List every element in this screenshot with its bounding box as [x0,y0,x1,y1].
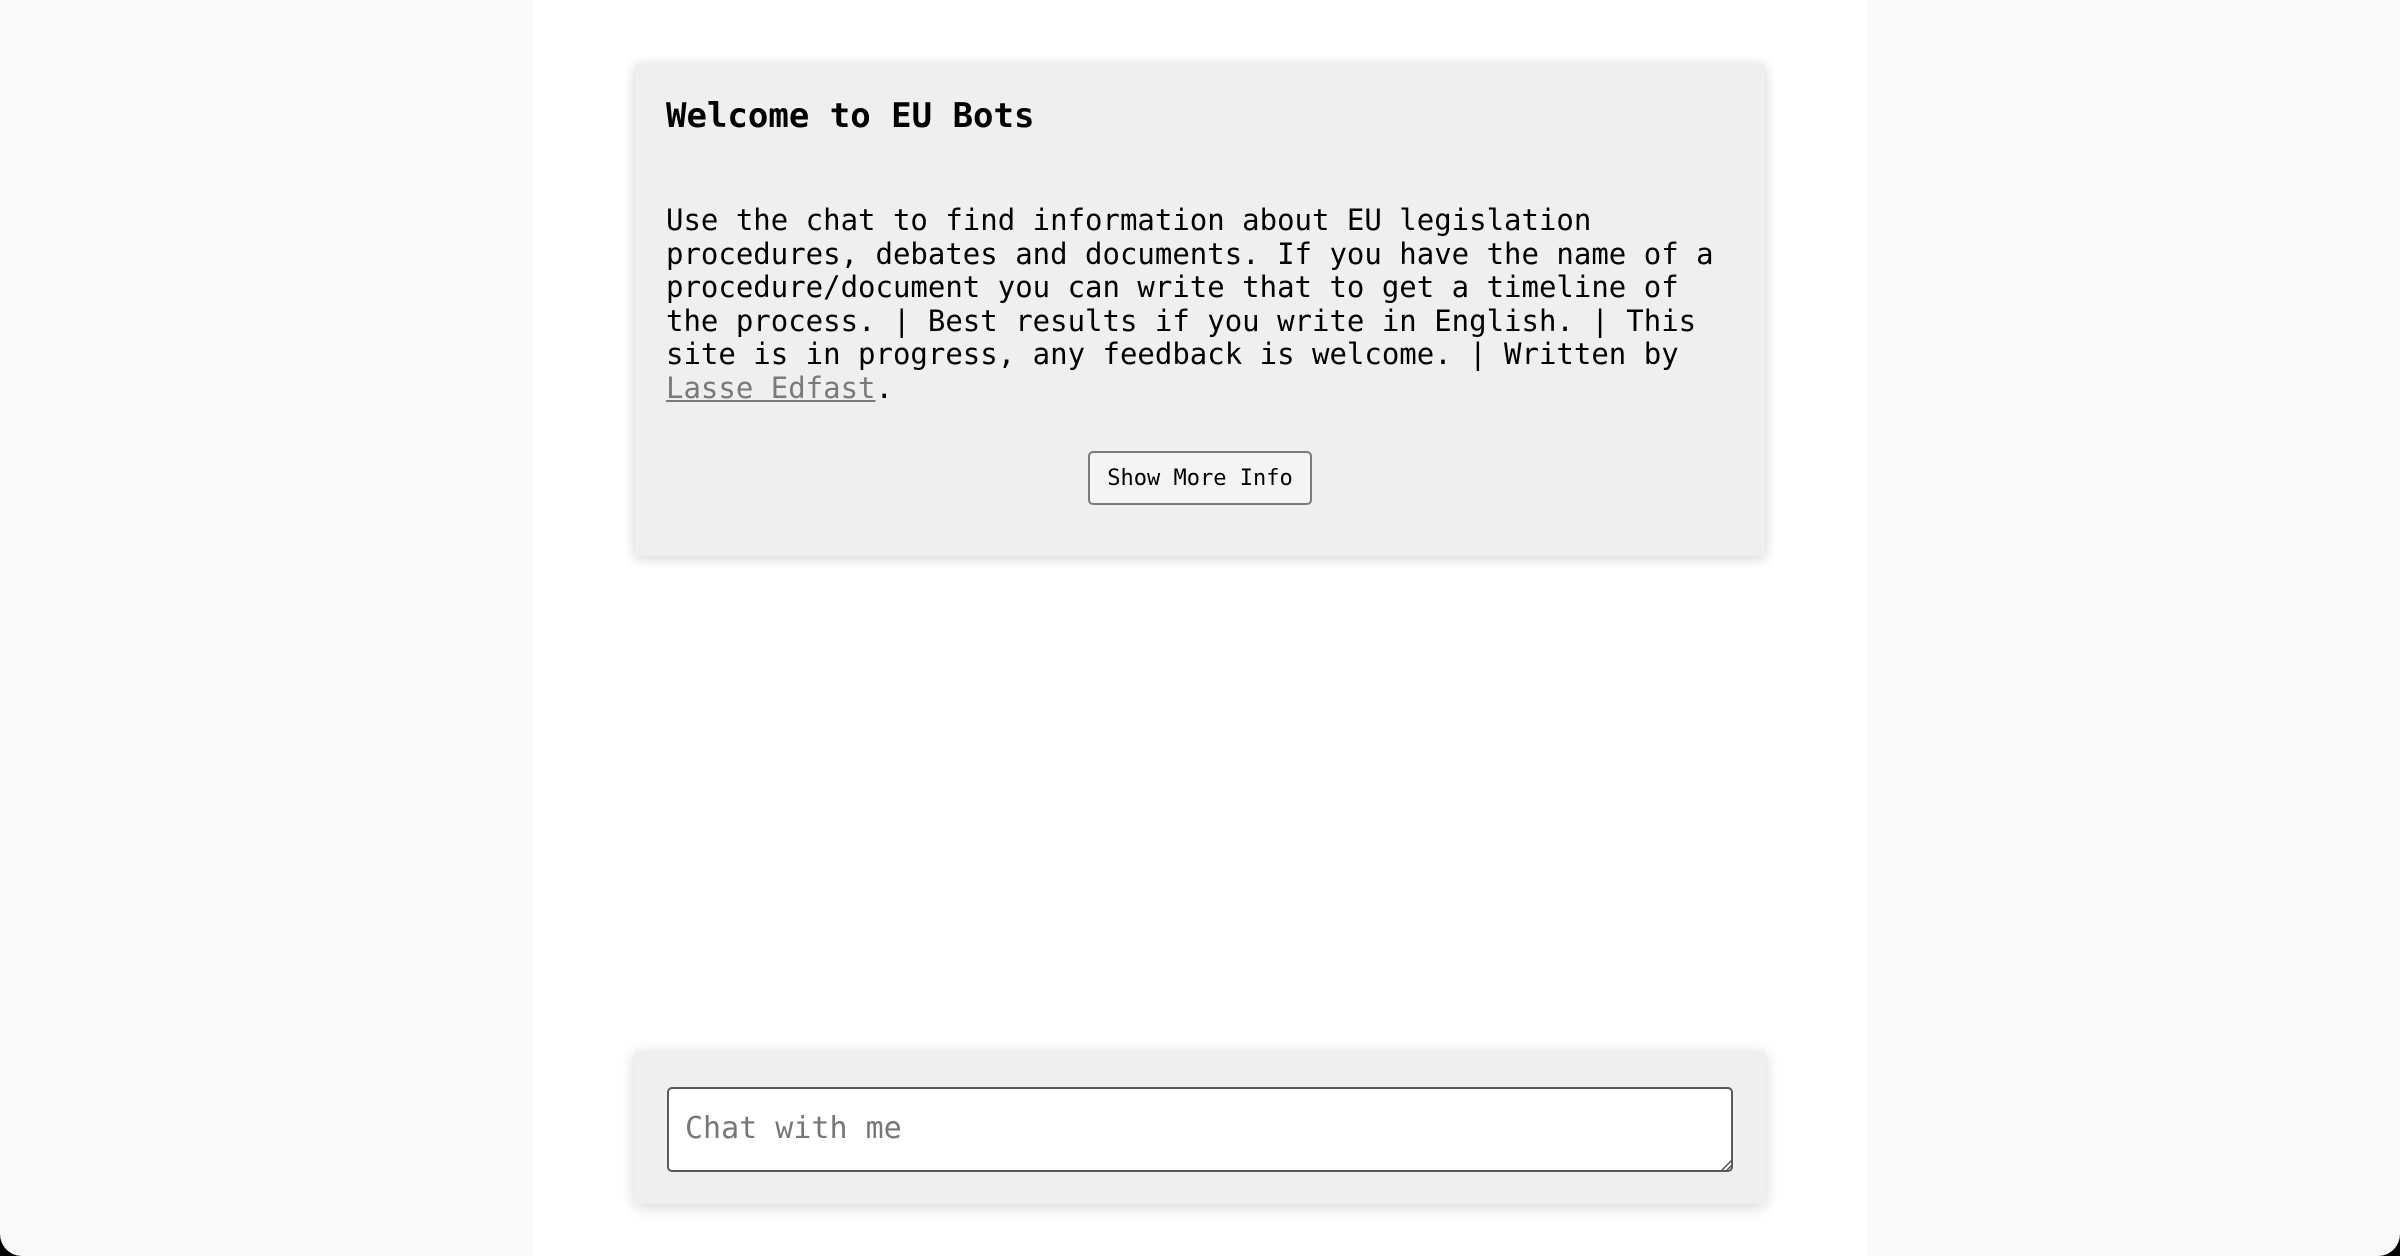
welcome-title: Welcome to EU Bots [666,96,1035,136]
welcome-description-end: . [875,370,893,405]
resize-grip-icon[interactable] [1719,1157,1733,1171]
show-more-info-button[interactable]: Show More Info [1088,451,1312,505]
welcome-description [666,204,1736,405]
welcome-description-text: Use the chat to find information about EU legislation procedures, debates and documents. If you have the name of a procedure/document you can write that to get a timeline of the process. | Best results if you write in English. | This site is in progress, any feedback is welcome. | Written by [666,203,1714,371]
chat-input[interactable] [667,1087,1733,1172]
welcome-card [635,64,1765,556]
author-link[interactable]: Lasse Edfast [666,370,876,405]
chat-input-panel [635,1052,1765,1204]
